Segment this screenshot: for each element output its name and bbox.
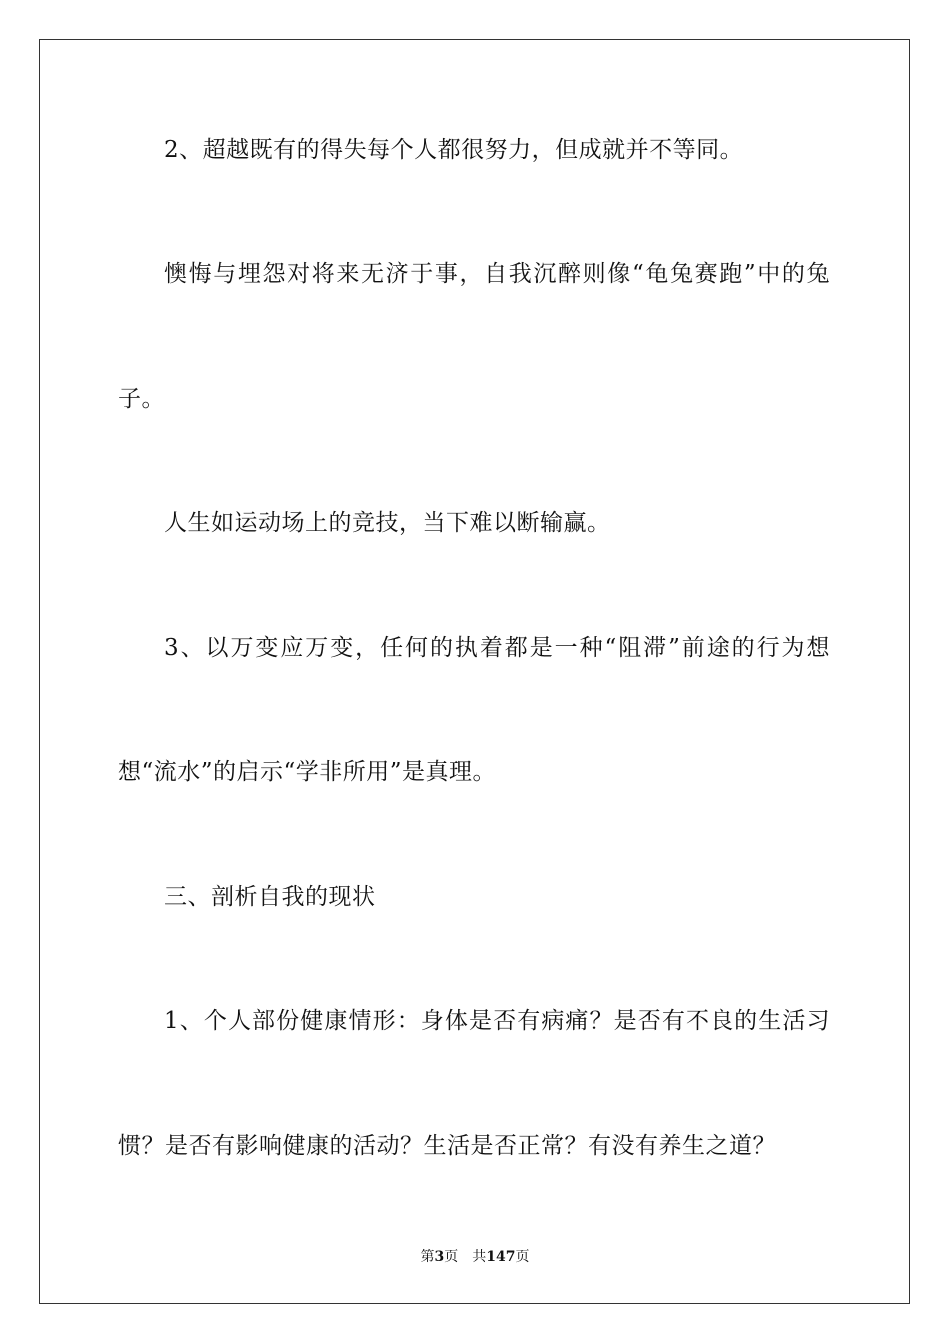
section-heading: 三、剖析自我的现状 <box>164 884 376 910</box>
footer-page-number: 3 <box>434 1249 445 1265</box>
footer-total-suffix: 页 <box>515 1249 530 1265</box>
footer-page-prefix: 第 <box>420 1249 435 1265</box>
footer-total-prefix: 共 <box>472 1249 487 1265</box>
page-footer <box>0 1248 950 1266</box>
page-border <box>39 39 910 1304</box>
paragraph-line-4: 人生如运动场上的竞技，当下难以断输赢。 <box>164 510 611 536</box>
paragraph-line-6: 想“流水”的启示“学非所用”是真理。 <box>118 759 497 785</box>
paragraph-line-8: 1、个人部份健康情形：身体是否有病痛？是否有不良的生活习 <box>164 1008 830 1034</box>
paragraph-line-2: 懊悔与埋怨对将来无济于事，自我沉醉则像“龟兔赛跑”中的兔 <box>164 261 830 287</box>
footer-page-suffix: 页 <box>444 1249 459 1265</box>
paragraph-line-3: 子。 <box>118 386 165 412</box>
paragraph-line-5: 3、以万变应万变，任何的执着都是一种“阻滞”前途的行为想 <box>164 635 830 661</box>
paragraph-line-9: 惯？是否有影响健康的活动？生活是否正常？有没有养生之道？ <box>118 1133 776 1159</box>
paragraph-line-1: 2、超越既有的得失每个人都很努力，但成就并不等同。 <box>164 137 744 163</box>
footer-total-pages: 147 <box>486 1249 516 1265</box>
